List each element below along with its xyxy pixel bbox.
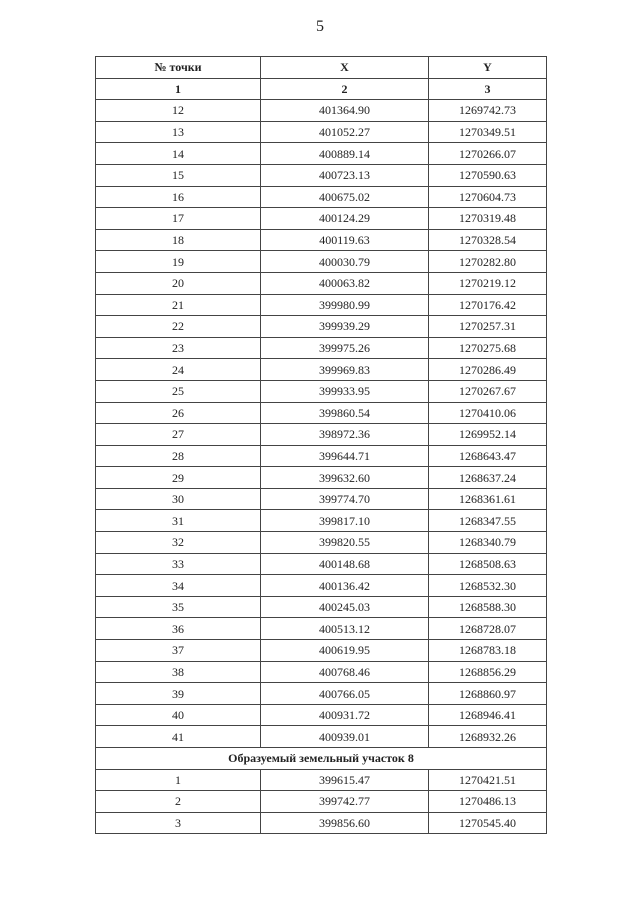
table-row (96, 380, 547, 402)
x-cell: 399860.54 (261, 402, 429, 424)
point-number-cell: 27 (96, 424, 261, 446)
y-cell: 1270176.42 (429, 294, 547, 316)
x-cell: 399856.60 (261, 812, 429, 834)
y-cell: 1268508.63 (429, 553, 547, 575)
x-cell: 401364.90 (261, 100, 429, 122)
table-row (96, 553, 547, 575)
point-number-cell: 32 (96, 532, 261, 554)
table-row (96, 618, 547, 640)
column-number: 2 (261, 78, 429, 100)
header-point-number: № точки (96, 57, 261, 79)
table-row (96, 143, 547, 165)
point-number-cell: 31 (96, 510, 261, 532)
point-number-cell: 24 (96, 359, 261, 381)
point-number-cell: 29 (96, 467, 261, 489)
x-cell: 399742.77 (261, 791, 429, 813)
table-row (96, 812, 547, 834)
table-header-row (96, 57, 547, 79)
x-cell: 400245.03 (261, 596, 429, 618)
y-cell: 1268588.30 (429, 596, 547, 618)
x-cell: 399933.95 (261, 380, 429, 402)
table-row (96, 337, 547, 359)
y-cell: 1270257.31 (429, 316, 547, 338)
point-number-cell: 1 (96, 769, 261, 791)
y-cell: 1269952.14 (429, 424, 547, 446)
x-cell: 400675.02 (261, 186, 429, 208)
x-cell: 400148.68 (261, 553, 429, 575)
point-number-cell: 17 (96, 208, 261, 230)
y-cell: 1270545.40 (429, 812, 547, 834)
table-row (96, 532, 547, 554)
table-row (96, 424, 547, 446)
point-number-cell: 39 (96, 683, 261, 705)
table-row (96, 467, 547, 489)
table-row (96, 769, 547, 791)
section-title: Образуемый земельный участок 8 (96, 748, 547, 770)
y-cell: 1269742.73 (429, 100, 547, 122)
y-cell: 1270328.54 (429, 229, 547, 251)
y-cell: 1270486.13 (429, 791, 547, 813)
point-number-cell: 13 (96, 121, 261, 143)
table-row (96, 704, 547, 726)
y-cell: 1270286.49 (429, 359, 547, 381)
point-number-cell: 41 (96, 726, 261, 748)
y-cell: 1270282.80 (429, 251, 547, 273)
y-cell: 1270604.73 (429, 186, 547, 208)
header-x: X (261, 57, 429, 79)
table-row (96, 186, 547, 208)
table-row (96, 640, 547, 662)
x-cell: 400136.42 (261, 575, 429, 597)
y-cell: 1270319.48 (429, 208, 547, 230)
table-row (96, 272, 547, 294)
x-cell: 399975.26 (261, 337, 429, 359)
header-y: Y (429, 57, 547, 79)
x-cell: 399980.99 (261, 294, 429, 316)
section-row (96, 748, 547, 770)
y-cell: 1268361.61 (429, 488, 547, 510)
point-number-cell: 19 (96, 251, 261, 273)
point-number-cell: 35 (96, 596, 261, 618)
table-row (96, 208, 547, 230)
table-row (96, 726, 547, 748)
table-row (96, 683, 547, 705)
y-cell: 1270275.68 (429, 337, 547, 359)
table-row (96, 294, 547, 316)
point-number-cell: 2 (96, 791, 261, 813)
x-cell: 399615.47 (261, 769, 429, 791)
table-row (96, 661, 547, 683)
point-number-cell: 15 (96, 164, 261, 186)
main-rows (96, 100, 547, 748)
x-cell: 400119.63 (261, 229, 429, 251)
x-cell: 400889.14 (261, 143, 429, 165)
y-cell: 1268340.79 (429, 532, 547, 554)
x-cell: 400030.79 (261, 251, 429, 273)
point-number-cell: 37 (96, 640, 261, 662)
y-cell: 1268643.47 (429, 445, 547, 467)
point-number-cell: 21 (96, 294, 261, 316)
y-cell: 1270219.12 (429, 272, 547, 294)
point-number-cell: 23 (96, 337, 261, 359)
y-cell: 1268856.29 (429, 661, 547, 683)
column-number: 3 (429, 78, 547, 100)
table-row (96, 359, 547, 381)
table-row (96, 488, 547, 510)
table-row (96, 596, 547, 618)
point-number-cell: 33 (96, 553, 261, 575)
point-number-cell: 20 (96, 272, 261, 294)
y-cell: 1268783.18 (429, 640, 547, 662)
table-row (96, 510, 547, 532)
x-cell: 399644.71 (261, 445, 429, 467)
y-cell: 1268347.55 (429, 510, 547, 532)
point-number-cell: 36 (96, 618, 261, 640)
x-cell: 398972.36 (261, 424, 429, 446)
y-cell: 1270410.06 (429, 402, 547, 424)
table-row (96, 121, 547, 143)
page-number: 5 (316, 18, 324, 35)
point-number-cell: 26 (96, 402, 261, 424)
point-number-cell: 28 (96, 445, 261, 467)
table-row (96, 402, 547, 424)
table-row (96, 251, 547, 273)
point-number-cell: 14 (96, 143, 261, 165)
table-row (96, 316, 547, 338)
y-cell: 1268532.30 (429, 575, 547, 597)
y-cell: 1270590.63 (429, 164, 547, 186)
point-number-cell: 16 (96, 186, 261, 208)
point-number-cell: 34 (96, 575, 261, 597)
y-cell: 1268860.97 (429, 683, 547, 705)
y-cell: 1268728.07 (429, 618, 547, 640)
x-cell: 401052.27 (261, 121, 429, 143)
table-row (96, 791, 547, 813)
y-cell: 1268637.24 (429, 467, 547, 489)
y-cell: 1270349.51 (429, 121, 547, 143)
point-number-cell: 12 (96, 100, 261, 122)
x-cell: 400063.82 (261, 272, 429, 294)
x-cell: 399632.60 (261, 467, 429, 489)
coordinates-table (95, 56, 547, 834)
table-row (96, 100, 547, 122)
point-number-cell: 22 (96, 316, 261, 338)
point-number-cell: 38 (96, 661, 261, 683)
point-number-cell: 30 (96, 488, 261, 510)
x-cell: 400723.13 (261, 164, 429, 186)
x-cell: 399820.55 (261, 532, 429, 554)
y-cell: 1268946.41 (429, 704, 547, 726)
x-cell: 400619.95 (261, 640, 429, 662)
table-row (96, 164, 547, 186)
table-row (96, 445, 547, 467)
x-cell: 399969.83 (261, 359, 429, 381)
x-cell: 400939.01 (261, 726, 429, 748)
column-number-row (96, 78, 547, 100)
section-rows (96, 769, 547, 834)
x-cell: 400931.72 (261, 704, 429, 726)
y-cell: 1270267.67 (429, 380, 547, 402)
x-cell: 400124.29 (261, 208, 429, 230)
column-number: 1 (96, 78, 261, 100)
point-number-cell: 18 (96, 229, 261, 251)
x-cell: 400768.46 (261, 661, 429, 683)
y-cell: 1270421.51 (429, 769, 547, 791)
y-cell: 1270266.07 (429, 143, 547, 165)
x-cell: 399939.29 (261, 316, 429, 338)
point-number-cell: 25 (96, 380, 261, 402)
x-cell: 400513.12 (261, 618, 429, 640)
table-row (96, 575, 547, 597)
x-cell: 400766.05 (261, 683, 429, 705)
table-row (96, 229, 547, 251)
point-number-cell: 40 (96, 704, 261, 726)
x-cell: 399817.10 (261, 510, 429, 532)
point-number-cell: 3 (96, 812, 261, 834)
x-cell: 399774.70 (261, 488, 429, 510)
y-cell: 1268932.26 (429, 726, 547, 748)
